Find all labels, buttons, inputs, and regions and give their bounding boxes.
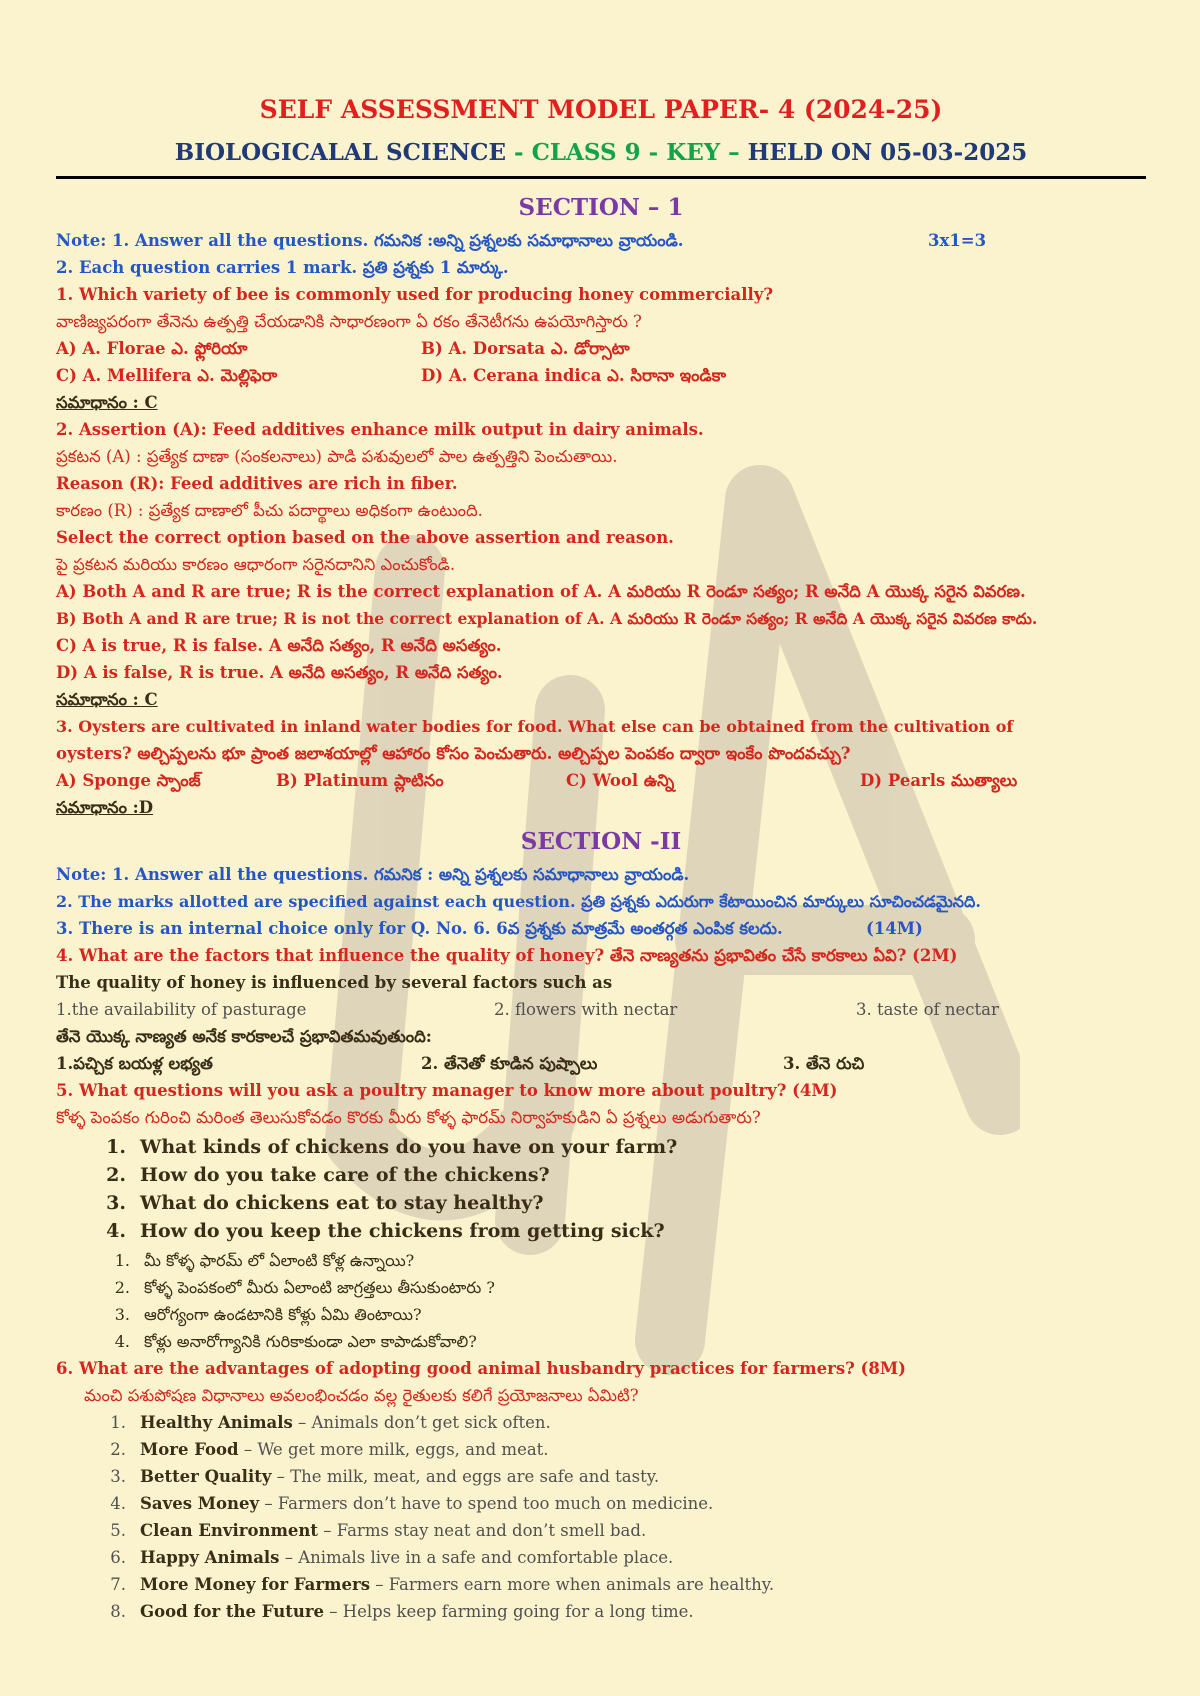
subject-name: BIOLOGICALAL SCIENCE — [174, 139, 507, 166]
section-1-note-1 — [56, 227, 1146, 254]
q1-question-telugu: వాణిజ్యపరంగా తేనెను ఉత్పత్తి చేయడానికి సాధారణంగా ఏ రకం తేనెటీగను ఉపయోగిస్తారు ? — [56, 312, 642, 331]
q5-item-te-text: కోళ్లు అనారోగ్యానికి గురికాకుండా ఎలా కాపాడుకోవాలి? — [144, 1332, 477, 1351]
q6-question: 6. What are the advantages of adopting good animal husbandry practices for farmers? (8M) — [56, 1359, 906, 1378]
q2-option-b: B) Both A and R are true; R is not the correct explanation of A. A మరియు R రెండూ సత్యం; R అనేది A యొక్క సరైన వివరణ కాదు. — [56, 609, 1038, 628]
q1-option-c: C) A. Mellifera ఎ. మెల్లిఫెరా — [56, 366, 278, 385]
q3-option-c: C) Wool ఉన్ని — [566, 771, 675, 790]
q6-desc: – Animals live in a safe and comfortable place. — [279, 1548, 674, 1567]
q1-options-row-1 — [56, 335, 1146, 362]
q6-desc: – We get more milk, eggs, and meat. — [238, 1440, 549, 1459]
q4-factor-te-1: 1.పచ్చిక బయళ్ల లభ్యత — [56, 1054, 213, 1073]
q4-factor-2: 2. flowers with nectar — [494, 1000, 678, 1019]
q1-option-a: A) A. Florae ఎ. ఫ్లోరియా — [56, 339, 248, 358]
q5-question: 5. What questions will you ask a poultry manager to know more about poultry? (4M) — [56, 1081, 838, 1100]
q6-term: Saves Money — [140, 1494, 260, 1513]
exam-date: HELD ON 05-03-2025 — [747, 139, 1028, 166]
list-item: 5. Clean Environment – Farms stay neat and don’t smell bad. — [110, 1521, 647, 1540]
q3-answer: సమాధానం :D — [56, 798, 154, 817]
paper-subtitle — [56, 136, 1146, 170]
q2-reason-telugu: కారణం (R) : ప్రత్యేక దాణాలో పీచు పదార్థాలు అధికంగా ఉంటుంది. — [56, 501, 483, 520]
q4-question: 4. What are the factors that influence the quality of honey? తేనె నాణ్యతను ప్రభావితం చేసే కారకాలు ఏవి? (2M) — [56, 946, 958, 965]
q2-assertion: 2. Assertion (A): Feed additives enhance milk output in dairy animals. — [56, 420, 704, 439]
q1-answer: సమాధానం : C — [56, 393, 158, 412]
section-2-note-1: Note: 1. Answer all the questions. గమనిక : అన్ని ప్రశ్నలకు సమాధానాలు వ్రాయండి. — [56, 865, 690, 884]
q5-question-telugu: కోళ్ళ పెంపకం గురించి మరింత తెలుసుకోవడం కొరకు మీరు కోళ్ళ ఫారమ్ నిర్వాహకుడిని ఏ ప్రశ్నలు అడుగుతారు? — [56, 1108, 761, 1127]
list-item: 4. కోళ్లు అనారోగ్యానికి గురికాకుండా ఎలా కాపాడుకోవాలి? — [114, 1332, 477, 1351]
q6-term: Good for the Future — [140, 1602, 325, 1621]
q2-assertion-telugu: ప్రకటన (A) : ప్రత్యేక దాణా (సంకలనాలు) పాడి పశువులలో పాల ఉత్పత్తిని పెంచుతాయి. — [56, 447, 618, 466]
q6-desc: – Farms stay neat and don’t smell bad. — [318, 1521, 647, 1540]
q5-item-te-text: కోళ్ళ పెంపకంలో మీరు ఏలాంటి జాగ్రత్తలు తీసుకుంటారు ? — [144, 1278, 495, 1297]
q4-factors-te — [56, 1050, 1146, 1077]
q6-desc: – Helps keep farming going for a long time. — [324, 1602, 694, 1621]
q2-answer: సమాధానం : C — [56, 690, 158, 709]
paper-title: SELF ASSESSMENT MODEL PAPER- 4 (2024-25) — [259, 95, 943, 124]
q1-option-b: B) A. Dorsata ఎ. డోర్సాటా — [421, 339, 630, 358]
note-3-text: 3. There is an internal choice only for Q. No. 6. 6వ ప్రశ్నకు మాత్రమే అంతర్గత ఎంపిక కలదు. — [56, 919, 783, 938]
q3-question-cont: oysters? అల్చిప్పలను భూ ప్రాంత జలాశయాల్లో ఆహారం కోసం పెంచుతారు. అల్చిప్పల పెంపకం ద్వారా ఇంకేం పొందవచ్చు? — [56, 744, 851, 763]
q3-option-b: B) Platinum ప్లాటినం — [276, 771, 444, 790]
section-1-heading: SECTION – 1 — [518, 194, 684, 221]
answer-key-page — [56, 92, 1146, 1625]
q3-option-d: D) Pearls ముత్యాలు — [860, 771, 1018, 790]
q3-options-row — [56, 767, 1146, 794]
q6-question-telugu: మంచి పశుపోషణ విధానాలు అవలంభించడం వల్ల రైతులకు కలిగే ప్రయోజనాలు ఏమిటి? — [84, 1386, 639, 1405]
q6-term: Happy Animals — [140, 1548, 280, 1567]
list-item: 4. Saves Money – Farmers don’t have to spend too much on medicine. — [110, 1494, 714, 1513]
section-2-note-2: 2. The marks allotted are specified against each question. ప్రతి ప్రశ్నకు ఎదురుగా కేటాయించిన మార్కులు సూచించడమైనది. — [56, 892, 981, 911]
list-item: 8. Good for the Future – Helps keep farming going for a long time. — [110, 1602, 694, 1621]
q2-option-c: C) A is true, R is false. A అనేది సత్యం, R అనేది అసత్యం. — [56, 636, 502, 655]
list-item: 3. What do chickens eat to stay healthy? — [106, 1192, 544, 1214]
q3-option-a: A) Sponge స్పాంజ్ — [56, 771, 201, 790]
q1-option-d: D) A. Cerana indica ఎ. సిరానా ఇండికా — [421, 366, 727, 385]
q5-item-text: What kinds of chickens do you have on your farm? — [140, 1136, 678, 1158]
q2-instruction-telugu: పై ప్రకటన మరియు కారణం ఆధారంగా సరైనదానిని ఎంచుకోండి. — [56, 555, 456, 574]
section-2-marks: (14M) — [866, 919, 923, 938]
header-divider — [56, 176, 1146, 179]
q5-item-te-text: మీ కోళ్ళ ఫారమ్ లో ఏలాంటి కోళ్ల ఉన్నాయి? — [144, 1251, 415, 1270]
list-item: 1. మీ కోళ్ళ ఫారమ్ లో ఏలాంటి కోళ్ల ఉన్నాయి? — [114, 1251, 415, 1270]
q2-option-a: A) Both A and R are true; R is the correct explanation of A. A మరియు R రెండూ సత్యం; R అనేది A యొక్క సరైన వివరణ. — [56, 582, 1026, 601]
q6-term: More Money for Farmers — [140, 1575, 370, 1594]
q4-answer-intro: The quality of honey is influenced by several factors such as — [56, 973, 613, 992]
list-item: 1. Healthy Animals – Animals don’t get sick often. — [110, 1413, 551, 1432]
list-item: 3. ఆరోగ్యంగా ఉండటానికి కోళ్లు ఏమి తింటాయి? — [114, 1305, 422, 1324]
list-item: 4. How do you keep the chickens from getting sick? — [106, 1220, 665, 1242]
list-item: 2. More Food – We get more milk, eggs, and meat. — [110, 1440, 549, 1459]
q5-answer-list-te — [94, 1247, 1146, 1355]
q6-desc: – The milk, meat, and eggs are safe and tasty. — [271, 1467, 660, 1486]
class-key-label: - CLASS 9 - KEY – — [506, 139, 748, 166]
q6-answer-list — [90, 1409, 1146, 1625]
list-item: 2. How do you take care of the chickens? — [106, 1164, 550, 1186]
q4-factors-en — [56, 996, 1146, 1023]
section-2-heading: SECTION -II — [520, 828, 682, 855]
q6-term: Clean Environment — [140, 1521, 319, 1540]
q5-answer-list-en — [90, 1133, 1146, 1245]
list-item: 3. Better Quality – The milk, meat, and eggs are safe and tasty. — [110, 1467, 660, 1486]
q3-question: 3. Oysters are cultivated in inland water bodies for food. What else can be obtained from the cultivation of — [56, 717, 1014, 736]
q6-desc: – Animals don’t get sick often. — [292, 1413, 551, 1432]
section-2-note-3 — [56, 915, 1146, 942]
q5-item-text: What do chickens eat to stay healthy? — [140, 1192, 544, 1214]
q4-factor-3: 3. taste of nectar — [856, 1000, 999, 1019]
list-item: 1. What kinds of chickens do you have on your farm? — [106, 1136, 678, 1158]
section-1-marks: 3x1=3 — [928, 231, 987, 250]
list-item: 2. కోళ్ళ పెంపకంలో మీరు ఏలాంటి జాగ్రత్తలు తీసుకుంటారు ? — [114, 1278, 495, 1297]
q2-reason: Reason (R): Feed additives are rich in fiber. — [56, 474, 458, 493]
q4-factor-1: 1.the availability of pasturage — [56, 1000, 307, 1019]
list-item: 7. More Money for Farmers – Farmers earn more when animals are healthy. — [110, 1575, 775, 1594]
q6-term: Healthy Animals — [140, 1413, 293, 1432]
section-1-note-2: 2. Each question carries 1 mark. ప్రతి ప్రశ్నకు 1 మార్కు. — [56, 258, 509, 277]
q5-item-text: How do you take care of the chickens? — [140, 1164, 550, 1186]
q1-options-row-2 — [56, 362, 1146, 389]
q6-desc: – Farmers earn more when animals are healthy. — [369, 1575, 775, 1594]
q6-term: Better Quality — [140, 1467, 272, 1486]
q1-question: 1. Which variety of bee is commonly used for producing honey commercially? — [56, 285, 773, 304]
q4-answer-telugu: తేనె యొక్క నాణ్యత అనేక కారకాలచే ప్రభావితమవుతుంది: — [56, 1027, 432, 1046]
note-1-text: Note: 1. Answer all the questions. గమనిక :అన్ని ప్రశ్నలకు సమాధానాలు వ్రాయండి. — [56, 231, 684, 250]
q4-factor-te-2: 2. తేనెతో కూడిన పుష్పాలు — [421, 1054, 598, 1073]
q6-desc: – Farmers don’t have to spend too much on medicine. — [259, 1494, 714, 1513]
q2-option-d: D) A is false, R is true. A అనేది అసత్యం, R అనేది సత్యం. — [56, 663, 503, 682]
q5-item-text: How do you keep the chickens from getting sick? — [140, 1220, 665, 1242]
q6-term: More Food — [140, 1440, 239, 1459]
q2-instruction: Select the correct option based on the above assertion and reason. — [56, 528, 674, 547]
q5-item-te-text: ఆరోగ్యంగా ఉండటానికి కోళ్లు ఏమి తింటాయి? — [144, 1305, 422, 1324]
list-item: 6. Happy Animals – Animals live in a safe and comfortable place. — [110, 1548, 674, 1567]
q4-factor-te-3: 3. తేనె రుచి — [783, 1054, 865, 1073]
